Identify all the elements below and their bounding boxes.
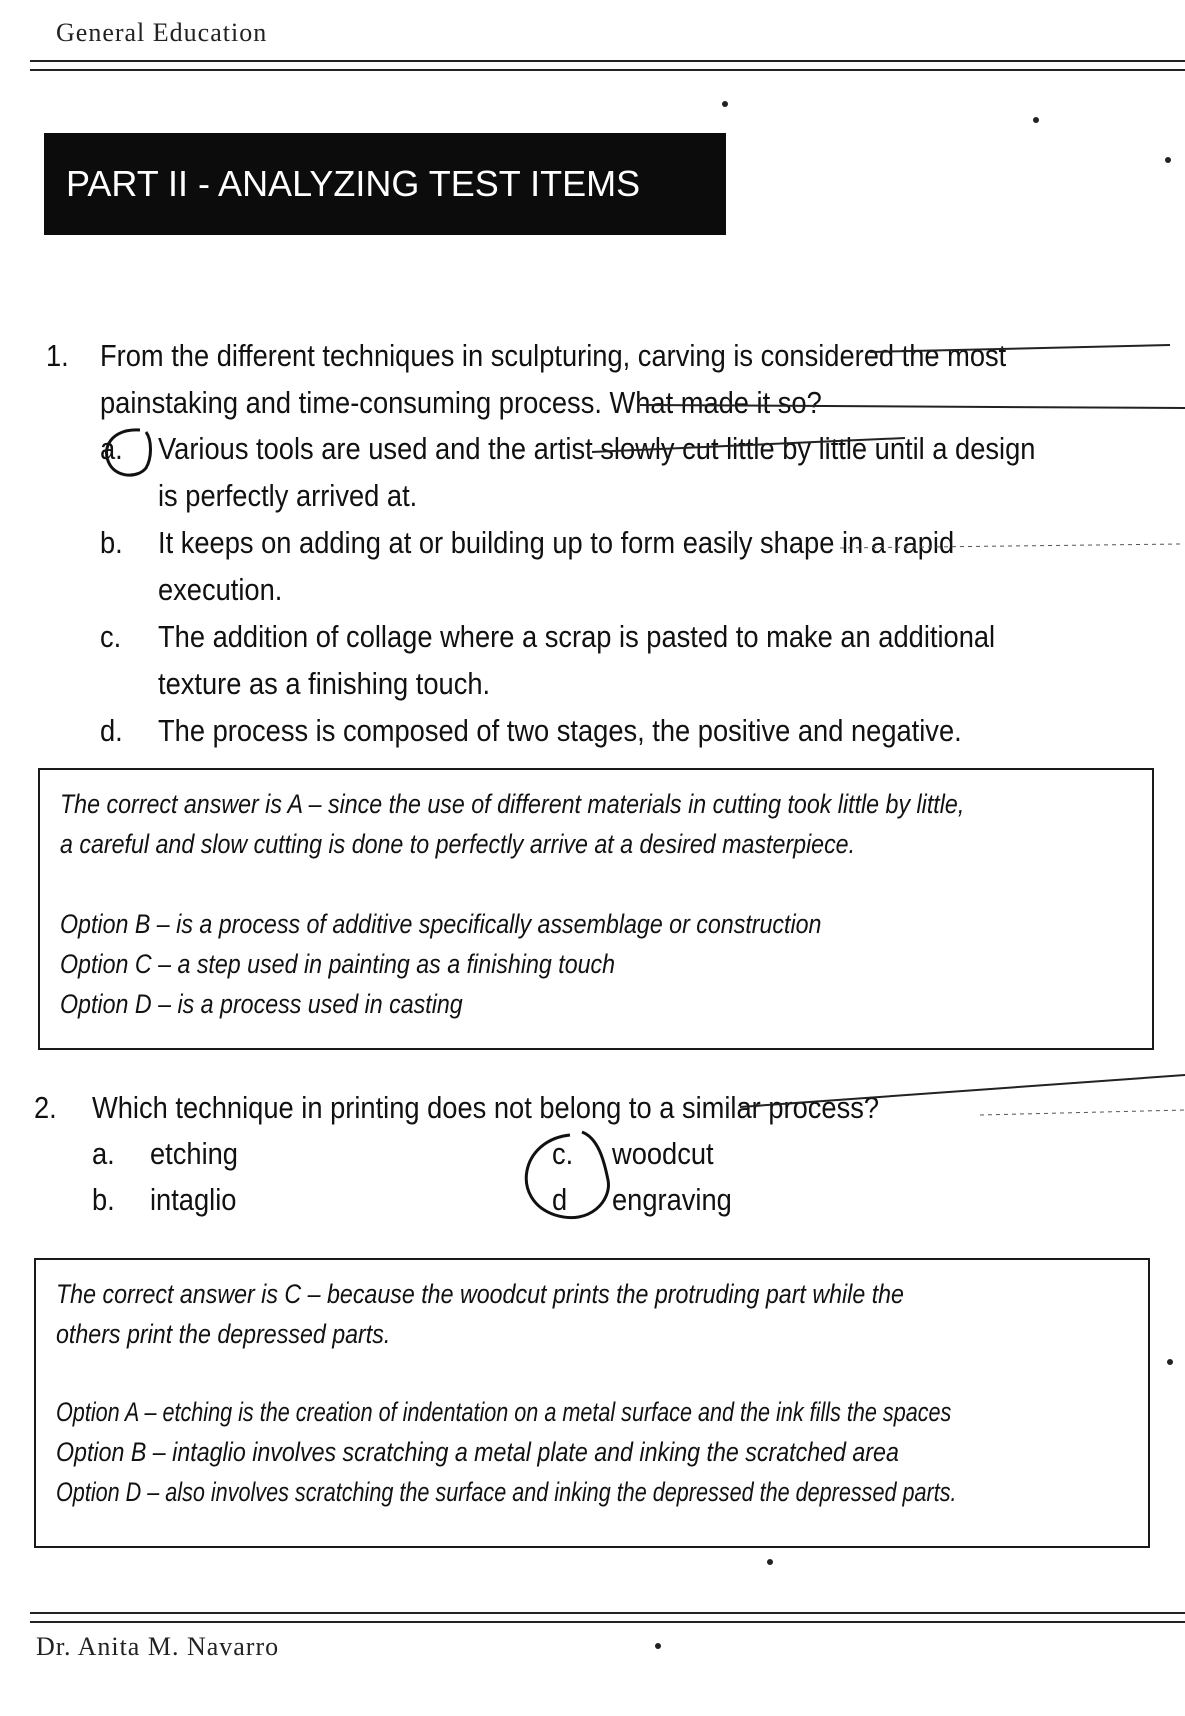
- option-text-line: It keeps on adding at or building up to form easily shape in a rapid: [158, 525, 955, 560]
- option-letter: c.: [100, 619, 122, 654]
- explanation-line: Option B – is a process of additive specifically assemblage or construction: [60, 909, 822, 939]
- explanation-line: The correct answer is A – since the use of different materials in cutting took little by little,: [60, 789, 965, 819]
- option-letter: b.: [92, 1182, 115, 1217]
- explanation-line: others print the depressed parts.: [56, 1319, 391, 1349]
- option-letter: d: [552, 1182, 568, 1217]
- option-letter: c.: [552, 1136, 574, 1171]
- explanation-line: Option D – also involves scratching the surface and inking the depressed the depressed parts.: [56, 1477, 957, 1507]
- option-letter: d.: [100, 713, 123, 748]
- option-text-line: texture as a finishing touch.: [158, 666, 491, 701]
- explanation-line: Option C – a step used in painting as a finishing touch: [60, 949, 616, 979]
- explanation-box: [34, 1258, 1150, 1548]
- footer-rule: [30, 1612, 1185, 1623]
- running-header: General Education: [56, 18, 268, 47]
- option-text-line: The addition of collage where a scrap is pasted to make an additional: [158, 619, 996, 654]
- option-text: woodcut: [612, 1136, 714, 1171]
- question-stem-line: Which technique in printing does not belong to a similar process?: [92, 1090, 880, 1125]
- option-text-line: The process is composed of two stages, the positive and negative.: [158, 713, 962, 748]
- question-stem-line: painstaking and time-consuming process. What made it so?: [100, 385, 822, 420]
- explanation-line: Option A – etching is the creation of indentation on a metal surface and the ink fills the spaces: [56, 1397, 952, 1427]
- option-text-line: Various tools are used and the artist slowly cut little by little until a design: [158, 431, 1036, 466]
- header-rule: [30, 60, 1185, 71]
- explanation-box: [38, 768, 1154, 1050]
- question-stem-line: From the different techniques in sculpturing, carving is considered the most: [100, 338, 1007, 373]
- section-title: PART II - ANALYZING TEST ITEMS: [66, 163, 641, 204]
- section-title-banner: [44, 133, 726, 235]
- option-text-line: is perfectly arrived at.: [158, 478, 418, 513]
- footer-author: Dr. Anita M. Navarro: [36, 1632, 280, 1661]
- question-number: 2.: [34, 1090, 57, 1125]
- explanation-line: a careful and slow cutting is done to perfectly arrive at a desired masterpiece.: [60, 829, 856, 859]
- option-letter: b.: [100, 525, 123, 560]
- option-text: engraving: [612, 1182, 732, 1217]
- option-text: intaglio: [150, 1182, 237, 1217]
- explanation-line: Option D – is a process used in casting: [60, 989, 463, 1019]
- option-letter: a.: [92, 1136, 115, 1171]
- option-letter: a.: [100, 431, 123, 466]
- explanation-line: Option B – intaglio involves scratching a metal plate and inking the scratched area: [56, 1437, 899, 1467]
- option-text-line: execution.: [158, 572, 283, 607]
- question-number: 1.: [46, 338, 69, 373]
- option-text: etching: [150, 1136, 238, 1171]
- explanation-line: The correct answer is C – because the woodcut prints the protruding part while the: [56, 1279, 904, 1309]
